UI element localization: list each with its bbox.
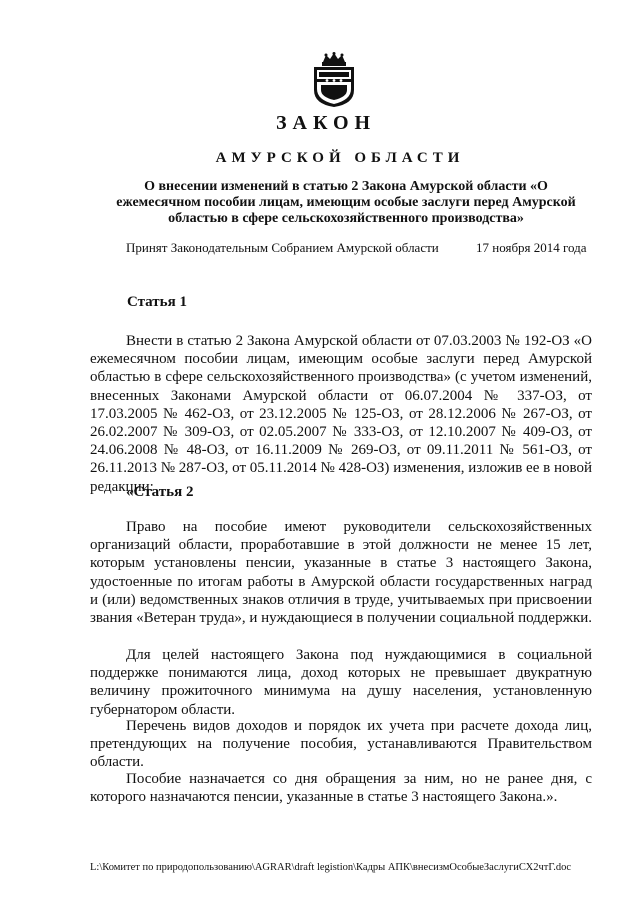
adoption-statement: Принят Законодательным Собранием Амурской области [126, 240, 439, 255]
law-subject: О внесении изменений в статью 2 Закона Амурской области «О ежемесячном пособии лицам, имеющим особые заслуги перед Амурской областью в сфере сельскохозяйственного производства» [116, 179, 576, 226]
article-1-heading: Статья 1 [127, 294, 187, 310]
file-path-footer: L:\Комитет по природопользованию\AGRAR\draft legistion\Кадры АПК\внесизмОсобыеЗаслугиСХ2чтГ.doc [90, 862, 572, 873]
article-2-paragraph: Для целей настоящего Закона под нуждающимися в социальной поддержке понимаются лица, доход которых не превышает двукратную величину прожиточного минимума на душу населения, установленную губернатором области. [90, 647, 592, 718]
amur-oblast-coat-of-arms-icon [311, 52, 357, 108]
article-2-paragraph: Перечень видов доходов и порядок их учета при расчете дохода лиц, претендующих на получение пособия, устанавливаются Правительством области. [90, 718, 592, 771]
law-title: ЗАКОН [275, 112, 377, 134]
article-2-paragraph: Пособие назначается со дня обращения за ним, но не ранее дня, с которого назначаются пенсии, указанные в статье 3 настоящего Закона.». [90, 771, 592, 806]
adoption-date: 17 ноября 2014 года [476, 240, 587, 255]
region-name: АМУРСКОЙ ОБЛАСТИ [215, 150, 465, 166]
article-1-text: Внести в статью 2 Закона Амурской области от 07.03.2003 № 192-ОЗ «О ежемесячном пособии лицам, имеющим особые заслуги перед Амурской областью в сфере сельскохозяйственного производства» (с учетом изменений, внесенных Законами Амурской области от 06.07.2004 № 337-ОЗ, от 17.03.2005 № 462-ОЗ, от 23.12.2005 № 125-ОЗ, от 28.12.2006 № 267-ОЗ, от 26.02.2007 № 309-ОЗ, от 02.05.2007 № 333-ОЗ, от 12.10.2007 № 409-ОЗ, от 24.06.2008 № 48-ОЗ, от 16.11.2009 № 269-ОЗ, от 09.11.2011 № 561-ОЗ, от 26.11.2013 № 287-ОЗ, от 05.11.2014 № 428-ОЗ) изменения, изложив ее в новой редакции: [90, 333, 592, 495]
article-2-paragraph: Право на пособие имеют руководители сельскохозяйственных организаций области, проработавшие в этой должности не менее 15 лет, которым установлены пенсии, указанные в статье 3 настоящего Закона, удостоенные по итогам работы в Амурской области государственных наград и (или) ведомственных знаков отличия в труде, учитываемых при присвоении звания «Ветеран труда», и нуждающиеся в получении социальной поддержки. [90, 519, 593, 627]
article-2-heading: «Статья 2 [126, 484, 194, 500]
